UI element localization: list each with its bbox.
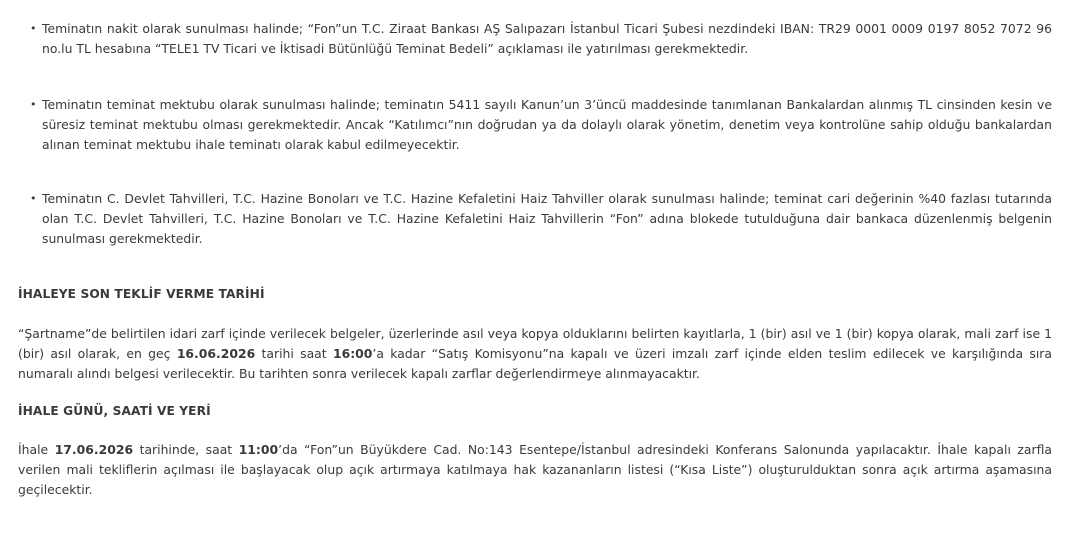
bullet-letter-of-guarantee: [30, 95, 1052, 155]
paragraph-text: ’da “Fon”un Büyükdere Cad. No:143 Esentepe/İstanbul adresindeki Konferans Salonunda yapılacaktır. İhale kapalı zarfla verilen mali tekliflerin açılması ile başlayacak olup açık artırmaya katılmaya hak kazananların listesi (“Kısa Liste”) oluşturulduktan sonra açık artırma aşamasına geçilecektir.: [18, 442, 1052, 497]
bid-deadline-time: 16:00: [332, 346, 373, 361]
auction-date-paragraph: [18, 440, 1052, 500]
bullet-marker: •: [30, 192, 37, 205]
bullet-text: Teminatın teminat mektubu olarak sunulması halinde; teminatın 5411 sayılı Kanun’un 3’üncü maddesinde tanımlanan Bankalardan alınmış TL cinsinden kesin ve süresiz teminat mektubu olması gerekmektedir. Ancak “Katılımcı”nın doğrudan ya da dolaylı olarak yönetim, denetim veya kontrolüne sahip olduğu bankalardan alınan teminat mektubu ihale teminatı olarak kabul edilmeyecektir.: [42, 97, 1052, 152]
bullet-cash-guarantee: [30, 19, 1052, 59]
paragraph-text: “Şartname”de belirtilen idari zarf içinde verilecek belgeler, üzerlerinde asıl veya kopya olduklarını belirten kayıtlarla, 1 (bir) asıl ve 1 (bir) kopya olarak, mali zarf ise 1 (bir) asıl olarak, en geç: [18, 326, 1052, 361]
bid-deadline-date: 16.06.2026: [176, 346, 256, 361]
paragraph-text: tarihi saat: [255, 346, 333, 361]
bullet-marker: •: [30, 22, 37, 35]
section-heading-auction-date-place: İHALE GÜNÜ, SAATİ VE YERİ: [18, 404, 211, 418]
paragraph-text: İhale: [18, 442, 55, 457]
section-heading-bid-deadline: İHALEYE SON TEKLİF VERME TARİHİ: [18, 287, 265, 301]
bid-deadline-paragraph: [18, 324, 1052, 384]
auction-time: 11:00: [238, 442, 279, 457]
bullet-government-bonds: [30, 189, 1052, 249]
bullet-marker: •: [30, 98, 37, 111]
bullet-text: Teminatın nakit olarak sunulması halinde; “Fon”un T.C. Ziraat Bankası AŞ Salıpazarı İstanbul Ticari Şubesi nezdindeki IBAN: TR29 0001 0009 0197 8052 7072 96 no.lu TL hesabına “TELE1 TV Ticari ve İktisadi Bütünlüğü Teminat Bedeli” açıklaması ile yatırılması gerekmektedir.: [42, 21, 1052, 56]
auction-date: 17.06.2026: [54, 442, 134, 457]
bullet-text: Teminatın C. Devlet Tahvilleri, T.C. Hazine Bonoları ve T.C. Hazine Kefaletini Haiz Tahviller olarak sunulması halinde; teminat cari değerinin %40 fazlası tutarında olan T.C. Devlet Tahvilleri, T.C. Hazine Bonoları ve T.C. Hazine Kefaletini Haiz Tahvillerin “Fon” adına blokede tutulduğuna dair bankaca düzenlenmiş belgenin sunulması gerekmektedir.: [42, 191, 1052, 246]
paragraph-text: ’a kadar “Satış Komisyonu”na kapalı ve üzeri imzalı zarf içinde elden teslim edilecek ve karşılığında sıra numaralı alındı belgesi verilecektir. Bu tarihten sonra verilecek kapalı zarflar değerlendirmeye alınmayacaktır.: [18, 346, 1052, 381]
paragraph-text: tarihinde, saat: [133, 442, 239, 457]
